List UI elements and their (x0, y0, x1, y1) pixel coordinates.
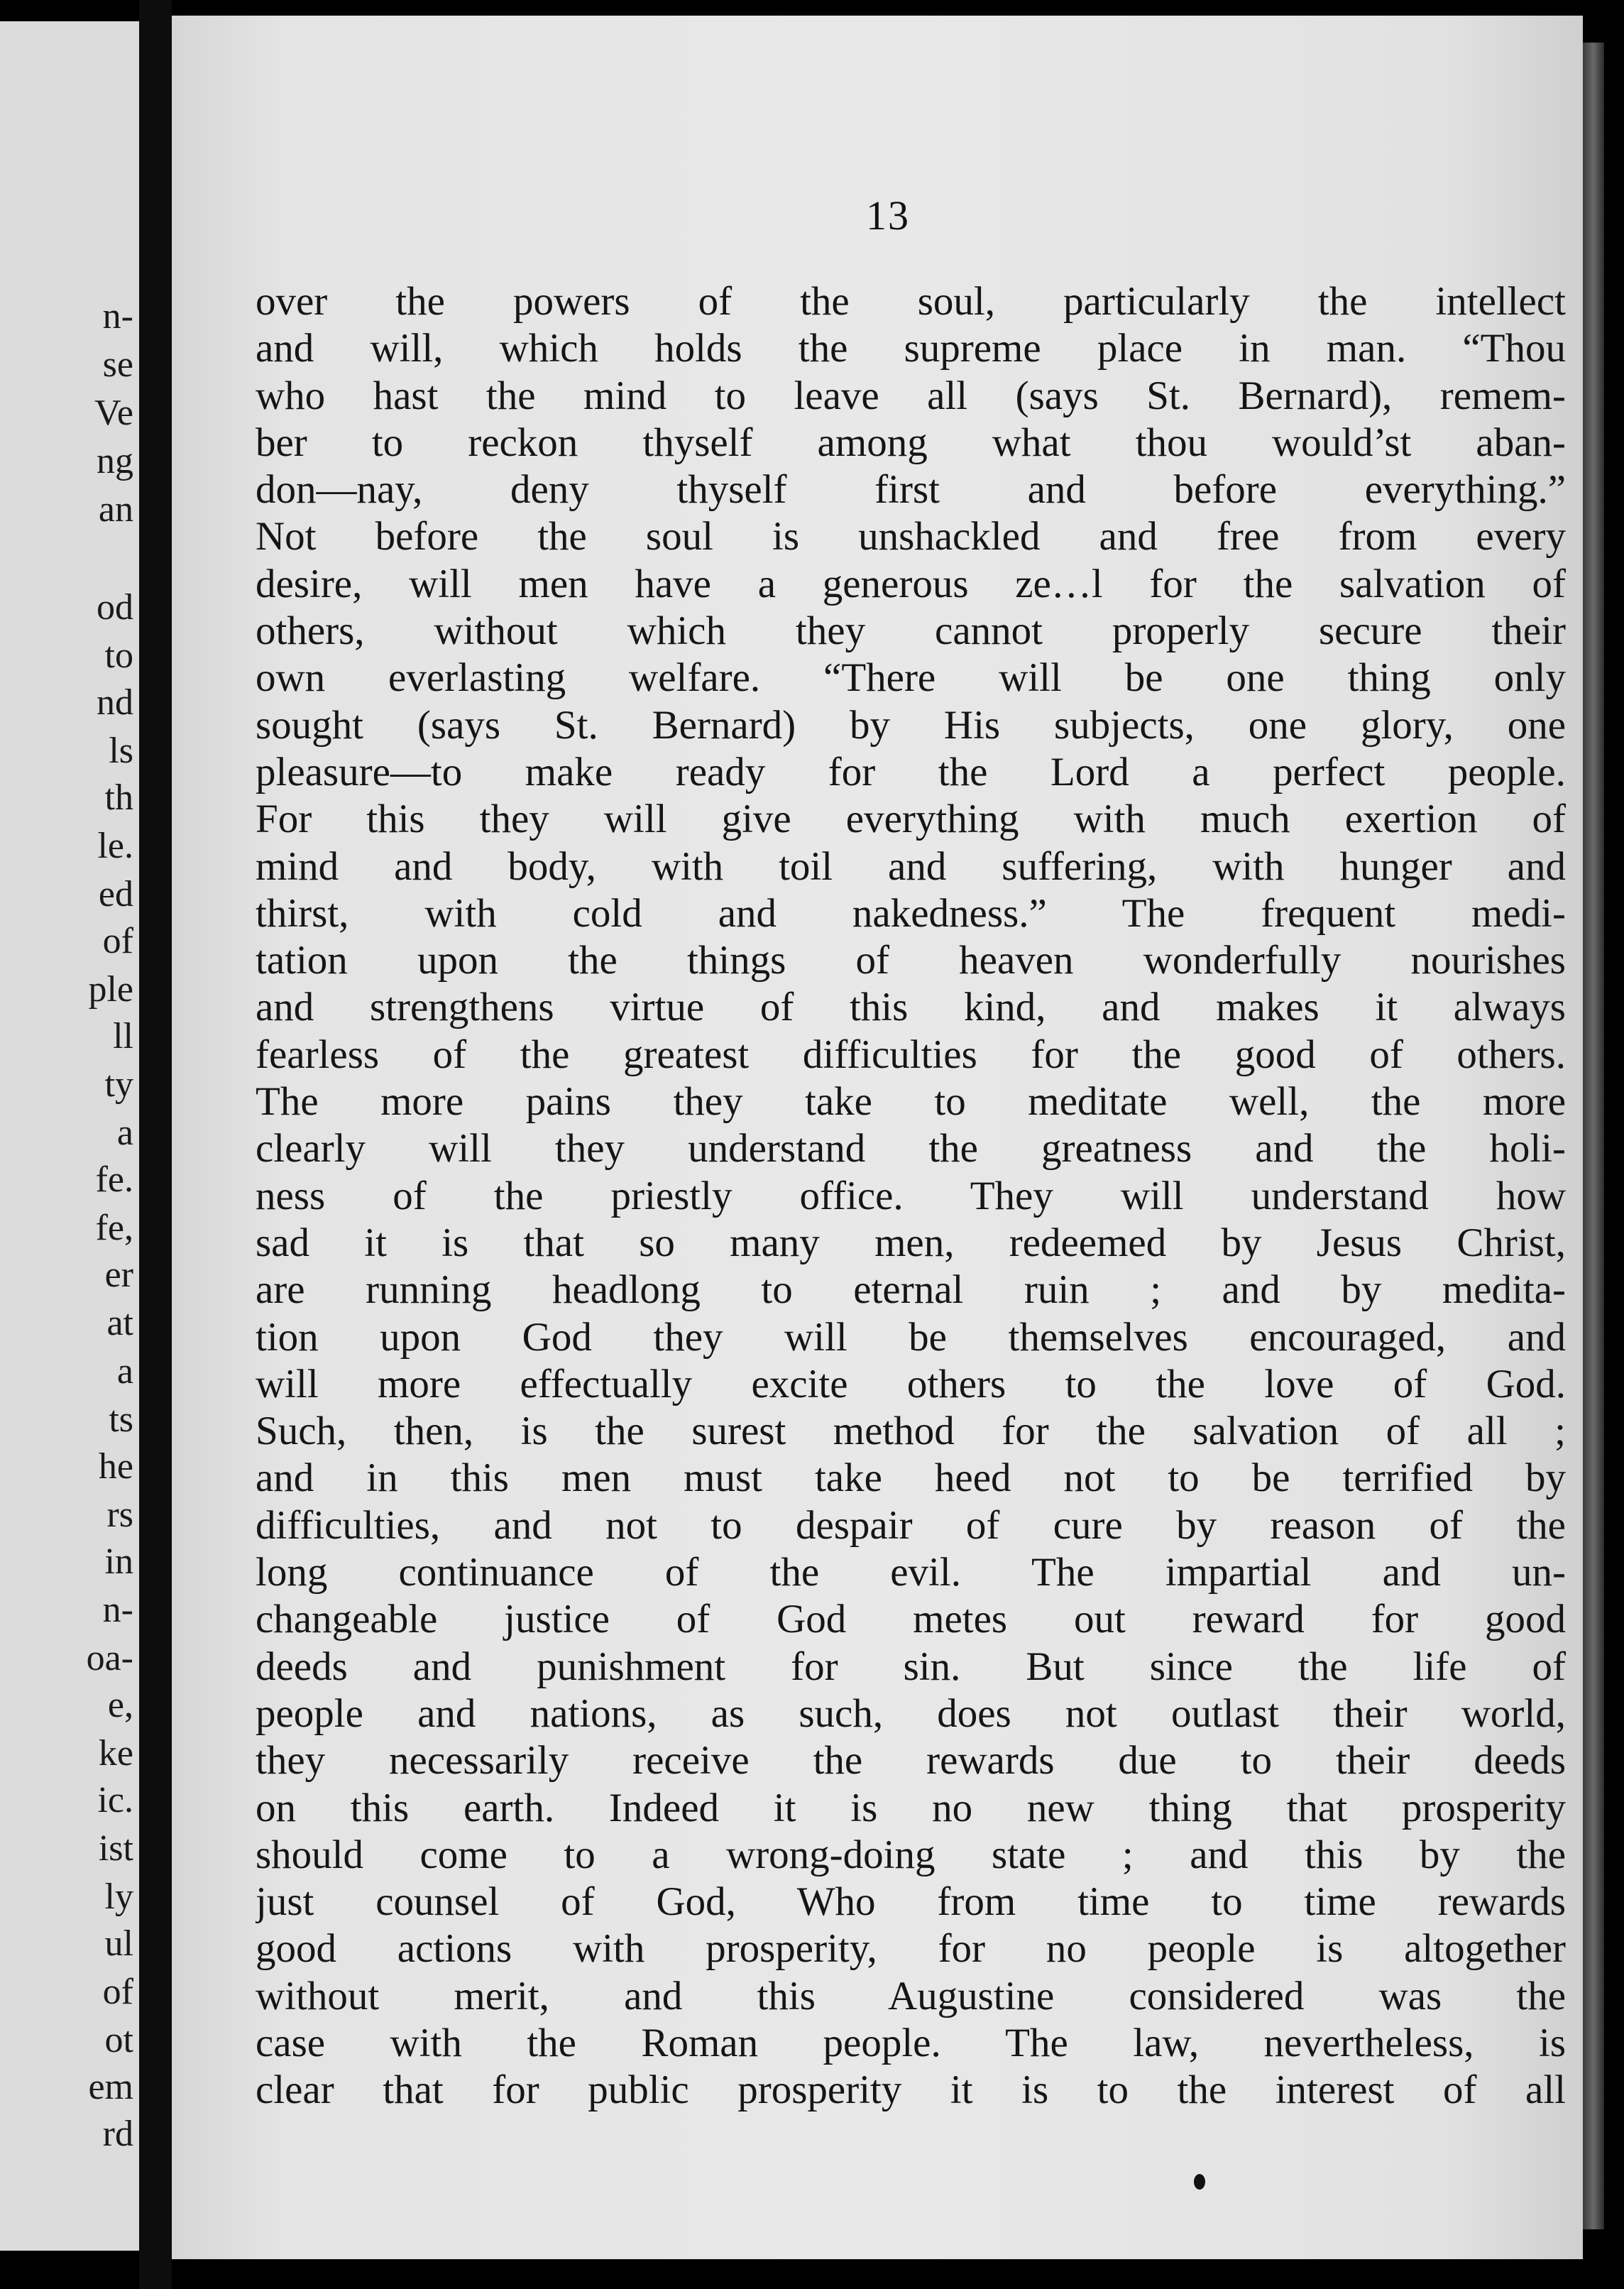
text-line: Such, then, is the surest method for the salvation of all ; (256, 1409, 1566, 1454)
text-line: others, without which they cannot properly secure their (256, 608, 1566, 654)
left-page-fragment: an (98, 489, 133, 530)
left-page-fragment: at (106, 1303, 133, 1343)
left-page-fragment: em (88, 2067, 133, 2107)
page-edge (1583, 43, 1604, 2229)
text-line: Not before the soul is unshackled and free from every (256, 514, 1566, 559)
left-page-fragment: to (104, 635, 133, 676)
left-page-fragment: se (102, 344, 133, 385)
left-page-fragment: n- (102, 296, 133, 337)
left-page-fragment: le. (97, 826, 133, 866)
left-page-fragment: th (104, 777, 133, 818)
text-line: sad it is that so many men, redeemed by Jesus Christ, (256, 1220, 1566, 1265)
left-page-fragment: in (104, 1541, 133, 1582)
text-line: over the powers of the soul, particularly the intellect (256, 279, 1566, 324)
left-page-fragment: e, (107, 1685, 133, 1725)
left-page-fragment: ll (113, 1016, 133, 1056)
left-facing-page (0, 21, 139, 2251)
left-page-fragment: ot (104, 2020, 133, 2060)
text-line: fearless of the greatest difficulties for the good of others. (256, 1032, 1566, 1077)
text-line: tion upon God they will be themselves encouraged, and (256, 1314, 1566, 1360)
book-gutter (139, 0, 172, 2289)
left-page-fragment: rs (106, 1495, 133, 1535)
text-line: ness of the priestly office. They will understand how (256, 1173, 1566, 1218)
text-line: sought (says St. Bernard) by His subjects, one glory, one (256, 702, 1566, 748)
text-line: just counsel of God, Who from time to time rewards (256, 1879, 1566, 1925)
text-line: don—nay, deny thyself first and before everything.” (256, 467, 1566, 513)
text-line: deeds and punishment for sin. But since the life of (256, 1644, 1566, 1689)
left-page-fragment: a (116, 1351, 133, 1392)
text-line: should come to a wrong-doing state ; and this by the (256, 1832, 1566, 1877)
left-page-fragment: a (116, 1113, 133, 1153)
left-page-fragment: fe, (95, 1208, 133, 1248)
left-page-fragment: ls (109, 731, 133, 771)
text-line: pleasure—to make ready for the Lord a perfect people. (256, 749, 1566, 794)
left-page-fragment: ist (98, 1828, 133, 1869)
text-line: desire, will men have a generous ze…l for the salvation of (256, 561, 1566, 606)
left-page-fragment: fe. (95, 1159, 133, 1200)
text-line: tation upon the things of heaven wonderfully nourishes (256, 938, 1566, 983)
left-page-fragment: n- (102, 1590, 133, 1630)
left-page-fragment: ty (104, 1064, 133, 1105)
left-page-fragment: ple (88, 969, 133, 1010)
main-page (172, 16, 1583, 2259)
text-line: they necessarily receive the rewards due to their deeds (256, 1738, 1566, 1783)
text-line: changeable justice of God metes out reward for good (256, 1597, 1566, 1642)
text-line: clear that for public prosperity it is to the interest of all (256, 2067, 1566, 2113)
left-page-fragment: ly (104, 1876, 133, 1917)
text-line: good actions with prosperity, for no people is altogether (256, 1926, 1566, 1972)
left-page-fragment: rd (102, 2114, 133, 2154)
text-line: For this they will give everything with much exertion of (256, 797, 1566, 842)
left-page-fragment: ng (97, 441, 133, 481)
left-page-fragment: ed (98, 874, 133, 914)
left-page-fragment: ic. (97, 1780, 133, 1820)
text-line: own everlasting welfare. “There will be one thing only (256, 655, 1566, 701)
text-line: and strengthens virtue of this kind, and makes it always (256, 985, 1566, 1030)
text-line: without merit, and this Augustine considered was the (256, 1973, 1566, 2018)
text-line: thirst, with cold and nakedness.” The frequent medi- (256, 890, 1566, 936)
page-number: 13 (866, 192, 910, 239)
text-line: people and nations, as such, does not outlast their world, (256, 1690, 1566, 1736)
text-line: long continuance of the evil. The impartial and un- (256, 1550, 1566, 1595)
left-page-fragment: ke (98, 1733, 133, 1774)
left-page-fragment: Ve (94, 393, 133, 433)
text-line: are running headlong to eternal ruin ; and by medita- (256, 1267, 1566, 1313)
ink-speck (1194, 2174, 1205, 2190)
left-page-fragment: he (98, 1446, 133, 1487)
body-text (256, 278, 1566, 2114)
text-line: will more effectually excite others to the love of God. (256, 1361, 1566, 1406)
text-line: The more pains they take to meditate well, the more (256, 1079, 1566, 1125)
left-page-fragment: nd (97, 682, 133, 723)
text-line: who hast the mind to leave all (says St. Bernard), remem- (256, 373, 1566, 418)
left-page-fragment: ul (104, 1923, 133, 1964)
text-line: mind and body, with toil and suffering, with hunger and (256, 843, 1566, 889)
text-line: and will, which holds the supreme place in man. “Thou (256, 326, 1566, 371)
left-page-fragment: oa- (86, 1638, 133, 1678)
text-line: case with the Roman people. The law, nevertheless, is (256, 2020, 1566, 2065)
left-page-fragment: of (102, 1972, 133, 2012)
text-line: difficulties, and not to despair of cure by reason of the (256, 1502, 1566, 1548)
left-page-fragment: er (104, 1255, 133, 1295)
text-line: ber to reckon thyself among what thou would’st aban- (256, 420, 1566, 465)
text-line: on this earth. Indeed it is no new thing that prosperity (256, 1785, 1566, 1830)
left-page-fragment: of (102, 921, 133, 961)
text-line: clearly will they understand the greatness and the holi- (256, 1126, 1566, 1171)
text-line: and in this men must take heed not to be terrified by (256, 1455, 1566, 1501)
left-page-fragment: od (97, 587, 133, 628)
left-page-fragment: ts (109, 1399, 133, 1440)
